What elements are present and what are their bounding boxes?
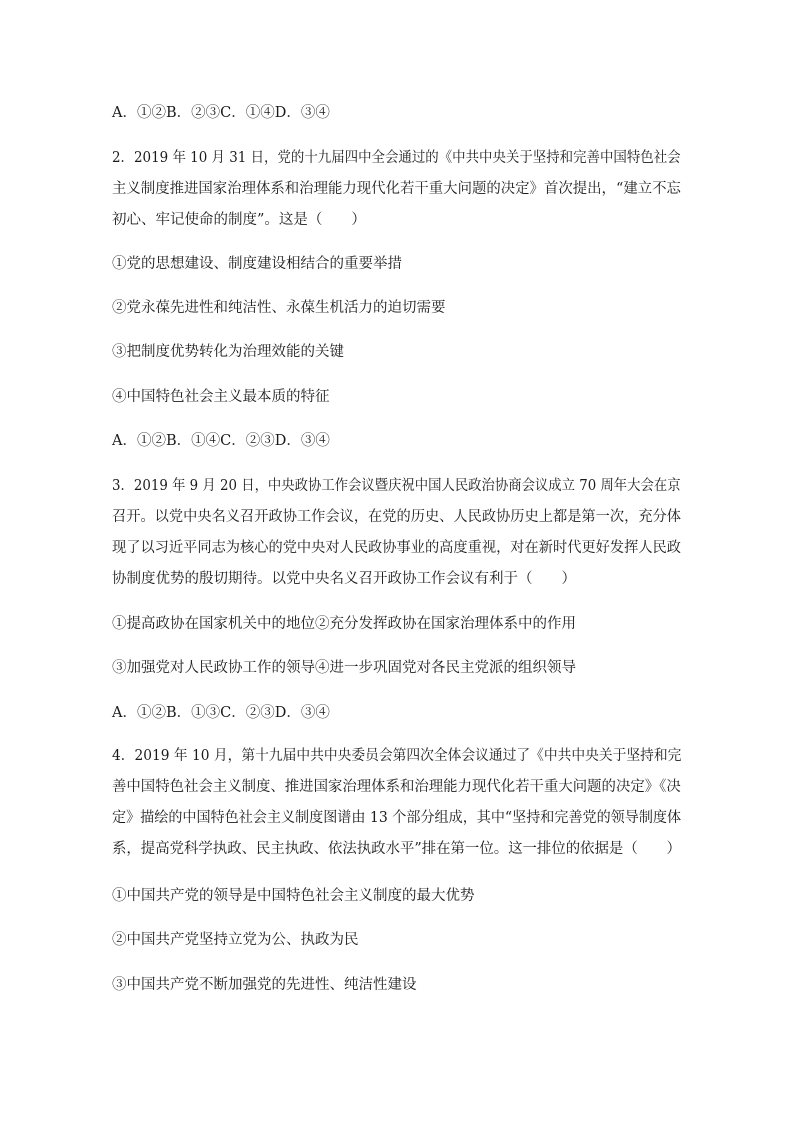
q4-item-1: ①中国共产党的领导是中国特色社会主义制度的最大优势 [112,888,475,904]
q2-options: A．①②B．①④C．②③D．③④ [112,433,330,449]
q3-items-line-1: ①提高政协在国家机关中的地位②充分发挥政协在国家治理体系中的作用 [112,616,576,632]
q4-stem-line-4: 系，提高党科学执政、民主执政、依法执政水平”排在第一位。这一排位的依据是（ ） [112,841,681,857]
q3-stem-line-4: 协制度优势的殷切期待。以党中央名义召开政协工作会议有利于（ ） [112,571,576,587]
q4-item-2: ②中国共产党坚持立党为公、执政为民 [112,932,359,948]
q2-stem-line-1: 2．2019 年 10 月 31 日，党的十九届四中全会通过的《中共中央关于坚持和完善中国特色社会 [112,150,681,166]
q3-options: A．①②B．①③C．②③D．③④ [112,705,330,721]
q2-item-3: ③把制度优势转化为治理效能的关键 [112,344,344,360]
q2-item-4: ④中国特色社会主义最本质的特征 [112,389,330,405]
q4-stem-line-1: 4．2019 年 10 月，第十九届中共中央委员会第四次全体会议通过了《中共中央关于坚持和完 [112,748,682,764]
q2-stem-line-2: 主义制度推进国家治理体系和治理能力现代化若干重大问题的决定》首次提出，“建立不忘 [112,181,681,197]
q4-item-3: ③中国共产党不断加强党的先进性、纯洁性建设 [112,977,417,993]
q2-stem-line-3: 初心、牢记使命的制度”。这是（ ） [112,212,366,228]
q4-stem-line-3: 定》描绘的中国特色社会主义制度图谱由 13 个部分组成，其中“坚持和完善党的领导制度体 [112,810,682,826]
q4-stem-line-2: 善中国特色社会主义制度、推进国家治理体系和治理能力现代化若干重大问题的决定》《决 [112,779,681,795]
q2-item-1: ①党的思想建设、制度建设相结合的重要举措 [112,256,402,272]
q3-stem-line-2: 召开。以党中央名义召开政协工作会议，在党的历史、人民政协历史上都是第一次，充分体 [112,509,681,525]
q1-options: A．①②B．②③C．①④D．③④ [112,105,330,121]
q2-item-2: ②党永葆先进性和纯洁性、永葆生机活力的迫切需要 [112,300,446,316]
q3-stem-line-3: 现了以习近平同志为核心的党中央对人民政协事业的高度重视，对在新时代更好发挥人民政 [112,540,681,556]
q3-items-line-2: ③加强党对人民政协工作的领导④进一步巩固党对各民主党派的组织领导 [112,660,576,676]
q3-stem-line-1: 3．2019 年 9 月 20 日，中央政协工作会议暨庆祝中国人民政治协商会议成立 70 周年大会在京 [112,478,681,494]
